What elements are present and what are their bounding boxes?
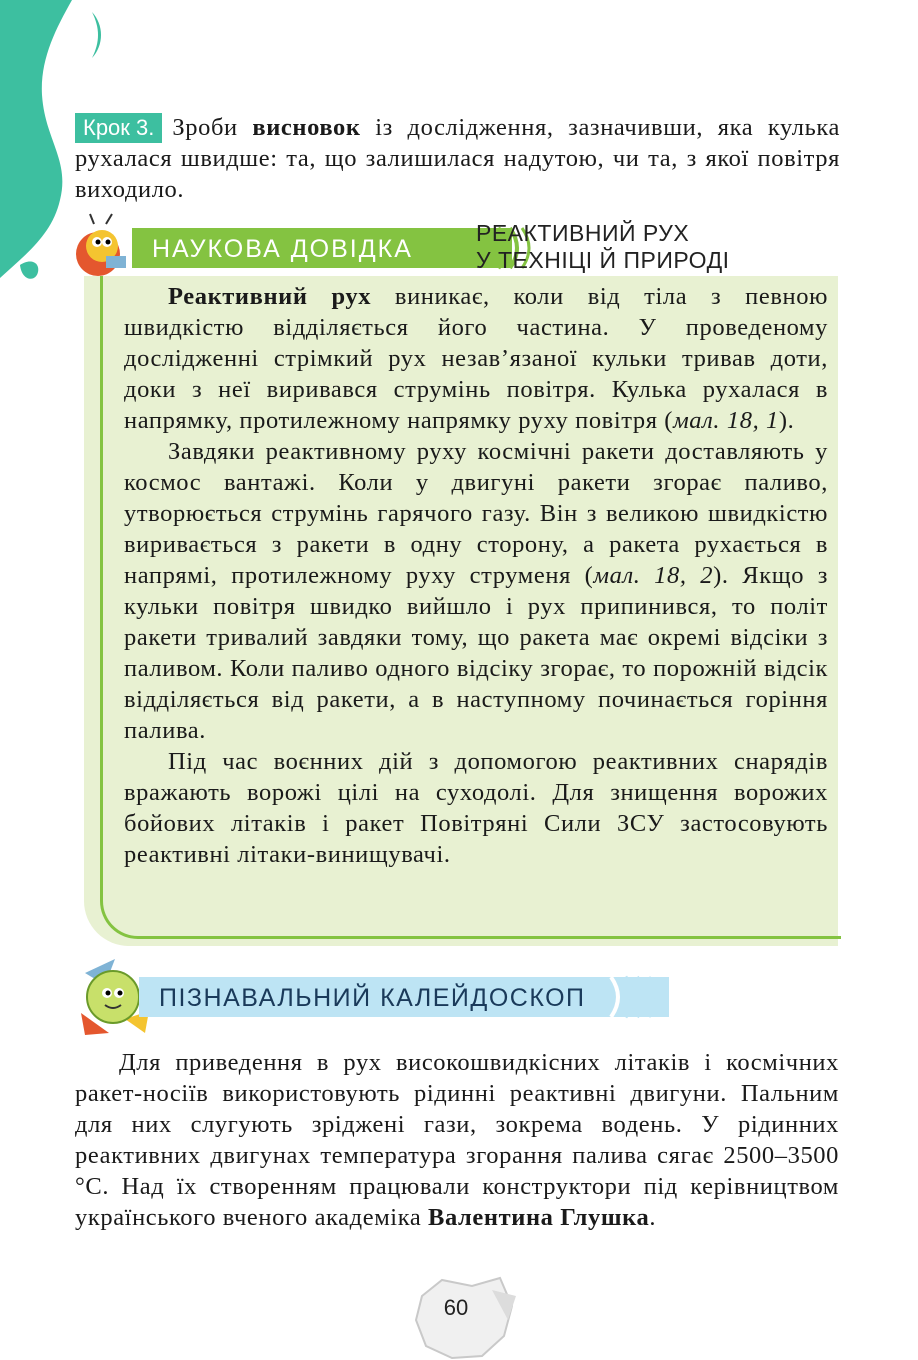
bookworm-mascot-icon [72,212,132,278]
stripes-decoration-icon [605,975,665,1019]
reference-paragraph-2: Завдяки реактивному руху космічні ракети доставляють у космос вантажі. Коли у двигуні ракети згорає паливо, утворюється струмінь гарячого газу. Він з великою швидкістю виривається з ракети в одну сторону, а ракета рухається в напрямі, протилежному руху струменя (мал. 18, 2). Якщо з кульки повітря швидко вийшло і рух припинився, то політ ракети тривалий завдяки тому, що ракета має окремі відсіки з паливом. Коли паливо одного відсіку згорає, то порожній відсік відділяється від ракети, а в наступному починається горіння палива. [124,438,828,744]
reference-header [72,212,852,282]
step-paragraph: Крок 3. Зроби висновок із дослідження, зазначивши, яка кулька рухалася швидше: та, що залишилася надутою, чи та, з якої повітря виходило. [75,114,841,203]
reference-paragraph-3: Під час воєнних дій з допомогою реактивних снарядів вражають ворожі цілі на суходолі. Для знищення ворожих бойових літаків і ракет Повітряні Сили ЗСУ застосовують реактивні літаки-винищувачі. [124,748,828,868]
reference-text [124,281,828,870]
kaleidoscope-title: ПІЗНАВАЛЬНИЙ КАЛЕЙДОСКОП [159,984,586,1012]
reference-title: НАУКОВА ДОВІДКА [152,235,413,263]
reference-subtitle: РЕАКТИВНИЙ РУХ У ТЕХНІЦІ Й ПРИРОДІ [476,220,730,273]
page-number: 60 [443,1295,469,1320]
kaleidoscope-header [75,955,655,1035]
reference-paragraph-1: Реактивний рух виникає, коли від тіла з певною швидкістю відділяється його частина. У проведеному дослідженні стрімкий рух незав’язаної кульки тривав доти, доки з неї виривався струмінь повітря. Кулька рухалася в напрямку, протилежному напрямку руху повітря (мал. 18, 1). [124,283,828,434]
kaleidoscope-text: Для приведення в рух високошвидкісних літаків і космічних ракет-носіїв використовують рідинні реактивні двигуни. Пальним для них слугують зріджені гази, зокрема водень. У рідинних реактивних двигунах температура згорання палива сягає 2500–3500 °С. Над їх створенням працювали конструктори під керівництвом українського вченого академіка Валентина Глушка. [75,1049,839,1231]
step-badge: Крок 3. [75,113,162,143]
